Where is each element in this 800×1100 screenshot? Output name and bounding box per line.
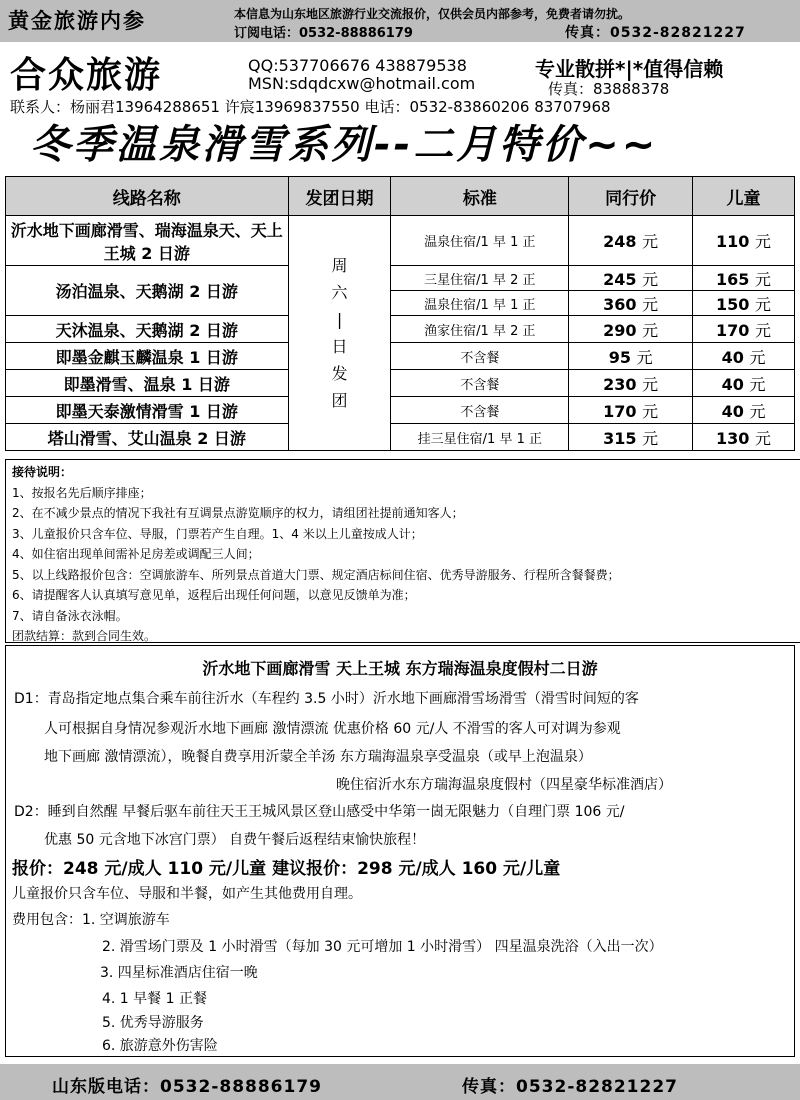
table-row (6, 397, 795, 424)
header-departure: 发团日期 (288, 177, 391, 216)
agency-qq: QQ:537706676 438879538 (248, 56, 467, 75)
standard: 温泉住宿/1 早 1 正 (391, 216, 569, 266)
includes-item: 3. 四星标准酒店住宿一晚 (100, 965, 258, 981)
note-item: 6、请提醒客人认真填写意见单，返程后出现任何问题，以意见反馈单为准； (12, 588, 416, 602)
header-standard: 标准 (391, 177, 569, 216)
route-name: 即墨天泰激情滑雪 1 日游 (6, 397, 289, 424)
itinerary-title: 沂水地下画廊滑雪 天上王城 东方瑞海温泉度假村二日游 (202, 659, 598, 678)
note-item: 5、以上线路报价包含：空调旅游车、所列景点首道大门票、规定酒店标间住宿、优秀导游服务、行程所含餐餐费； (12, 567, 620, 582)
note-item: 7、请自备泳衣泳帽。 (12, 608, 128, 623)
table-row (6, 266, 795, 291)
subscription-phone: 订阅电话：0532-88886179 (234, 26, 413, 41)
price-table (5, 176, 795, 451)
adult-price: 315 元 (569, 424, 693, 451)
standard: 温泉住宿/1 早 1 正 (391, 291, 569, 316)
table-header-row (6, 177, 795, 216)
agency-logo: 合众旅游 (10, 54, 163, 96)
agency-slogan: 专业散拼*|*值得信赖 (535, 57, 724, 81)
page-title: 冬季温泉滑雪系列--二月特价~~ (30, 122, 659, 168)
child-price: 40 元 (693, 370, 795, 397)
publication-fax: 传真：0532-82821227 (565, 25, 746, 41)
day2-line: D2：睡到自然醒 早餐后驱车前往天王王城风景区登山感受中华第一崮无限魅力（自理门票 106 元/ (14, 804, 625, 820)
day1-line: D1：青岛指定地点集合乘车前往沂水（车程约 3.5 小时）沂水地下画廊滑雪场滑雪（滑雪时间短的客 (14, 691, 639, 707)
footer-fax: 传真：0532-82821227 (462, 1077, 678, 1097)
note-item: 团款结算：款到合同生效。 (12, 629, 157, 643)
standard: 渔家住宿/1 早 2 正 (391, 316, 569, 343)
departure-days: 周 六 | 日 发 团 (288, 216, 391, 451)
note-item: 2、在不减少景点的情况下我社有互调景点游览顺序的权力，请组团社提前通知客人； (12, 506, 464, 520)
child-price: 130 元 (693, 424, 795, 451)
route-name: 天沐温泉、天鹅湖 2 日游 (6, 316, 289, 343)
day1-line: 地下画廊 激情漂流），晚餐自费享用沂蒙全羊汤 东方瑞海温泉享受温泉（或早上泡温泉） (44, 749, 592, 765)
includes-item: 6. 旅游意外伤害险 (102, 1038, 218, 1054)
day2-line: 优惠 50 元含地下冰宫门票） 自费午餐后返程结束愉快旅程！ (44, 832, 426, 848)
top-banner (0, 0, 800, 42)
table-row (6, 370, 795, 397)
standard: 不含餐 (391, 397, 569, 424)
table-row (6, 216, 795, 266)
route-name: 汤泊温泉、天鹅湖 2 日游 (6, 266, 289, 316)
header-route: 线路名称 (6, 177, 289, 216)
bottom-banner (0, 1064, 800, 1100)
adult-price: 170 元 (569, 397, 693, 424)
note-item: 3、儿童报价只含车位、导服，门票若产生自理。1、4 米以上儿童按成人计； (12, 526, 423, 541)
agency-msn: MSN:sdqdcxw@hotmail.com (248, 74, 476, 93)
standard: 不含餐 (391, 343, 569, 370)
child-price: 165 元 (693, 266, 795, 291)
includes-item: 5. 优秀导游服务 (102, 1015, 204, 1031)
child-price: 40 元 (693, 397, 795, 424)
route-name: 沂水地下画廊滑雪、瑞海温泉天、天上王城 2 日游 (6, 216, 289, 266)
itinerary-box (5, 645, 795, 1057)
member-notice: 本信息为山东地区旅游行业交流报价，仅供会员内部参考，免费者请勿扰。 (234, 7, 631, 21)
standard: 挂三星住宿/1 早 1 正 (391, 424, 569, 451)
reception-notes (5, 459, 800, 643)
route-name: 塔山滑雪、艾山温泉 2 日游 (6, 424, 289, 451)
note-item: 1、按报名先后顺序排座； (12, 485, 152, 500)
notes-heading: 接待说明： (12, 465, 73, 479)
child-price: 110 元 (693, 216, 795, 266)
standard: 三星住宿/1 早 2 正 (391, 266, 569, 291)
day1-line: 人可根据自身情况参观沂水地下画廊 激情漂流 优惠价格 60 元/人 不滑雪的客人可对调为参观 (44, 721, 621, 737)
adult-price: 360 元 (569, 291, 693, 316)
child-price: 150 元 (693, 291, 795, 316)
footer-phone: 山东版电话：0532-88886179 (52, 1077, 322, 1097)
route-name: 即墨金麒玉麟温泉 1 日游 (6, 343, 289, 370)
child-note: 儿童报价只含车位、导服和半餐，如产生其他费用自理。 (12, 886, 362, 902)
adult-price: 245 元 (569, 266, 693, 291)
adult-price: 230 元 (569, 370, 693, 397)
includes-item: 4. 1 早餐 1 正餐 (102, 991, 207, 1007)
table-row (6, 343, 795, 370)
adult-price: 290 元 (569, 316, 693, 343)
header-price: 同行价 (569, 177, 693, 216)
table-row (6, 316, 795, 343)
publication-brand: 黄金旅游内参 (8, 9, 146, 33)
adult-price: 95 元 (569, 343, 693, 370)
child-price: 170 元 (693, 316, 795, 343)
agency-contact: 联系人：杨丽君13964288651 许宸13969837550 电话：0532-83860206 83707968 (10, 98, 611, 116)
agency-fax: 传真：83888378 (548, 80, 670, 98)
standard: 不含餐 (391, 370, 569, 397)
note-item: 4、如住宿出现单间需补足房差或调配三人间； (12, 547, 260, 561)
includes-item: 费用包含：1. 空调旅游车 (12, 912, 170, 928)
header-child: 儿童 (693, 177, 795, 216)
route-name: 即墨滑雪、温泉 1 日游 (6, 370, 289, 397)
adult-price: 248 元 (569, 216, 693, 266)
child-price: 40 元 (693, 343, 795, 370)
includes-item: 2. 滑雪场门票及 1 小时滑雪（每加 30 元可增加 1 小时滑雪） 四星温泉洗浴（入出一次） (102, 939, 663, 955)
price-summary: 报价：248 元/成人 110 元/儿童 建议报价：298 元/成人 160 元/儿童 (12, 859, 561, 879)
day1-line: 晚住宿沂水东方瑞海温泉度假村（四星豪华标准酒店） (336, 777, 672, 793)
table-row (6, 424, 795, 451)
